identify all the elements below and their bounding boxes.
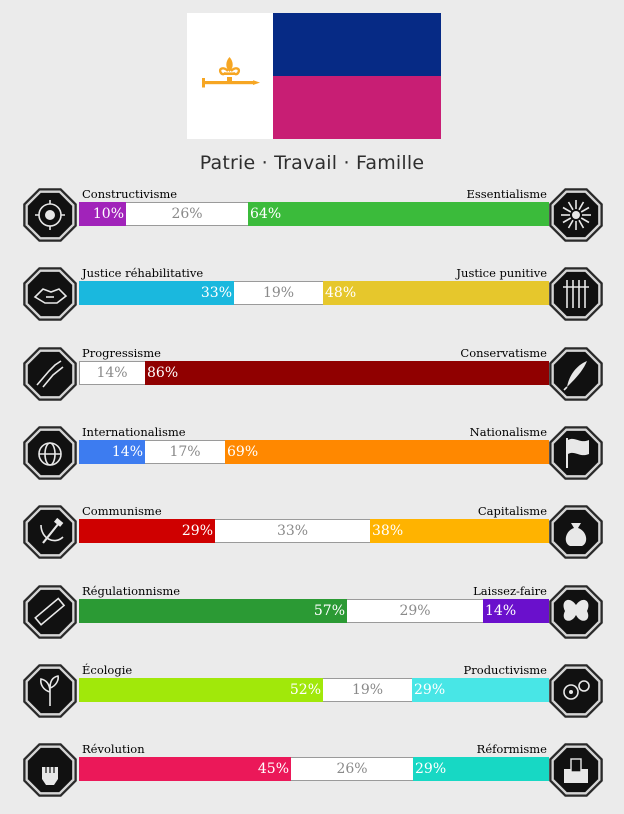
bar-segment-right: 29%: [412, 678, 549, 702]
bar-segment-center: 19%: [262, 285, 295, 302]
raised-fist-icon: [21, 741, 79, 799]
sapling-icon: [21, 662, 79, 720]
stacked-bar: [79, 361, 549, 385]
axis-right-label: Laissez-faire: [473, 583, 547, 598]
axis-left-label: Révolution: [82, 742, 145, 757]
flag-icon: [547, 424, 605, 482]
axis-left-label: Progressisme: [82, 345, 161, 360]
axis-right-label: Nationalisme: [469, 424, 547, 439]
bar-segment-left: 33%: [79, 281, 234, 305]
flag: [187, 13, 441, 139]
bar-segment-center: 26%: [336, 761, 368, 778]
bar-segment-left: 10%: [79, 202, 126, 226]
gears-icon: [547, 662, 605, 720]
axis-row: [0, 425, 624, 497]
ballot-icon: [547, 741, 605, 799]
bar-segment-right: 29%: [413, 757, 549, 781]
stacked-bar: [79, 281, 549, 305]
bar-segment-left: 45%: [79, 757, 291, 781]
bar-segment-left: 29%: [79, 519, 215, 543]
axis-left-label: Justice réhabilitative: [82, 266, 204, 281]
axis-right-label: Réformisme: [476, 742, 547, 757]
bar-segment-center: 26%: [171, 206, 203, 222]
stacked-bar: [79, 202, 549, 226]
axis-row: [0, 346, 624, 418]
axis-row: [0, 663, 624, 735]
butterfly-icon: [547, 583, 605, 641]
axis-right-label: Capitalisme: [477, 504, 547, 519]
stacked-bar: [79, 440, 549, 464]
bar-segment-center: 14%: [96, 364, 128, 381]
motto: Patrie · Travail · Famille: [199, 152, 425, 174]
bar-segment-right: 14%: [483, 599, 549, 623]
axis-left-label: Écologie: [82, 662, 133, 677]
bar-segment-right: 48%: [323, 281, 549, 305]
axis-left-label: Internationalisme: [82, 424, 186, 439]
bar-segment-right: 64%: [248, 202, 549, 226]
stacked-bar: [79, 757, 549, 781]
eye-icon: [21, 186, 79, 244]
stacked-bar: [79, 519, 549, 543]
bar-segment-center: 19%: [351, 681, 384, 698]
stacked-bar: [79, 678, 549, 702]
bar-segment-center: 29%: [399, 602, 431, 619]
progress-hand-icon: [21, 345, 79, 403]
axis-row: [0, 266, 624, 338]
bar-segment-center: 33%: [276, 523, 309, 540]
hammer-sickle-icon: [21, 503, 79, 561]
bar-segment-right: 38%: [370, 519, 549, 543]
flower-icon: [547, 186, 605, 244]
axis-row: [0, 504, 624, 576]
globe-icon: [21, 424, 79, 482]
bar-segment-center: 17%: [169, 443, 201, 460]
axis-right-label: Justice punitive: [456, 266, 547, 281]
axis-row: [0, 187, 624, 259]
axis-row: [0, 742, 624, 814]
axis-right-label: Conservatisme: [460, 345, 547, 360]
prison-bars-icon: [547, 265, 605, 323]
quill-icon: [547, 345, 605, 403]
stacked-bar: [79, 599, 549, 623]
axis-left-label: Régulationnisme: [82, 583, 181, 598]
bar-segment-right: 86%: [145, 361, 549, 385]
bar-segment-right: 69%: [225, 440, 549, 464]
axis-right-label: Essentialisme: [466, 187, 547, 201]
axis-right-label: Productivisme: [463, 662, 547, 677]
axis-left-label: Communisme: [82, 504, 162, 519]
bar-segment-left: 14%: [79, 440, 145, 464]
bar-segment-left: 57%: [79, 599, 347, 623]
axis-row: [0, 584, 624, 656]
axis-left-label: Constructivisme: [82, 187, 178, 201]
ruler-icon: [21, 583, 79, 641]
handshake-icon: [21, 265, 79, 323]
bar-segment-left: 52%: [79, 678, 323, 702]
money-bag-icon: [547, 503, 605, 561]
